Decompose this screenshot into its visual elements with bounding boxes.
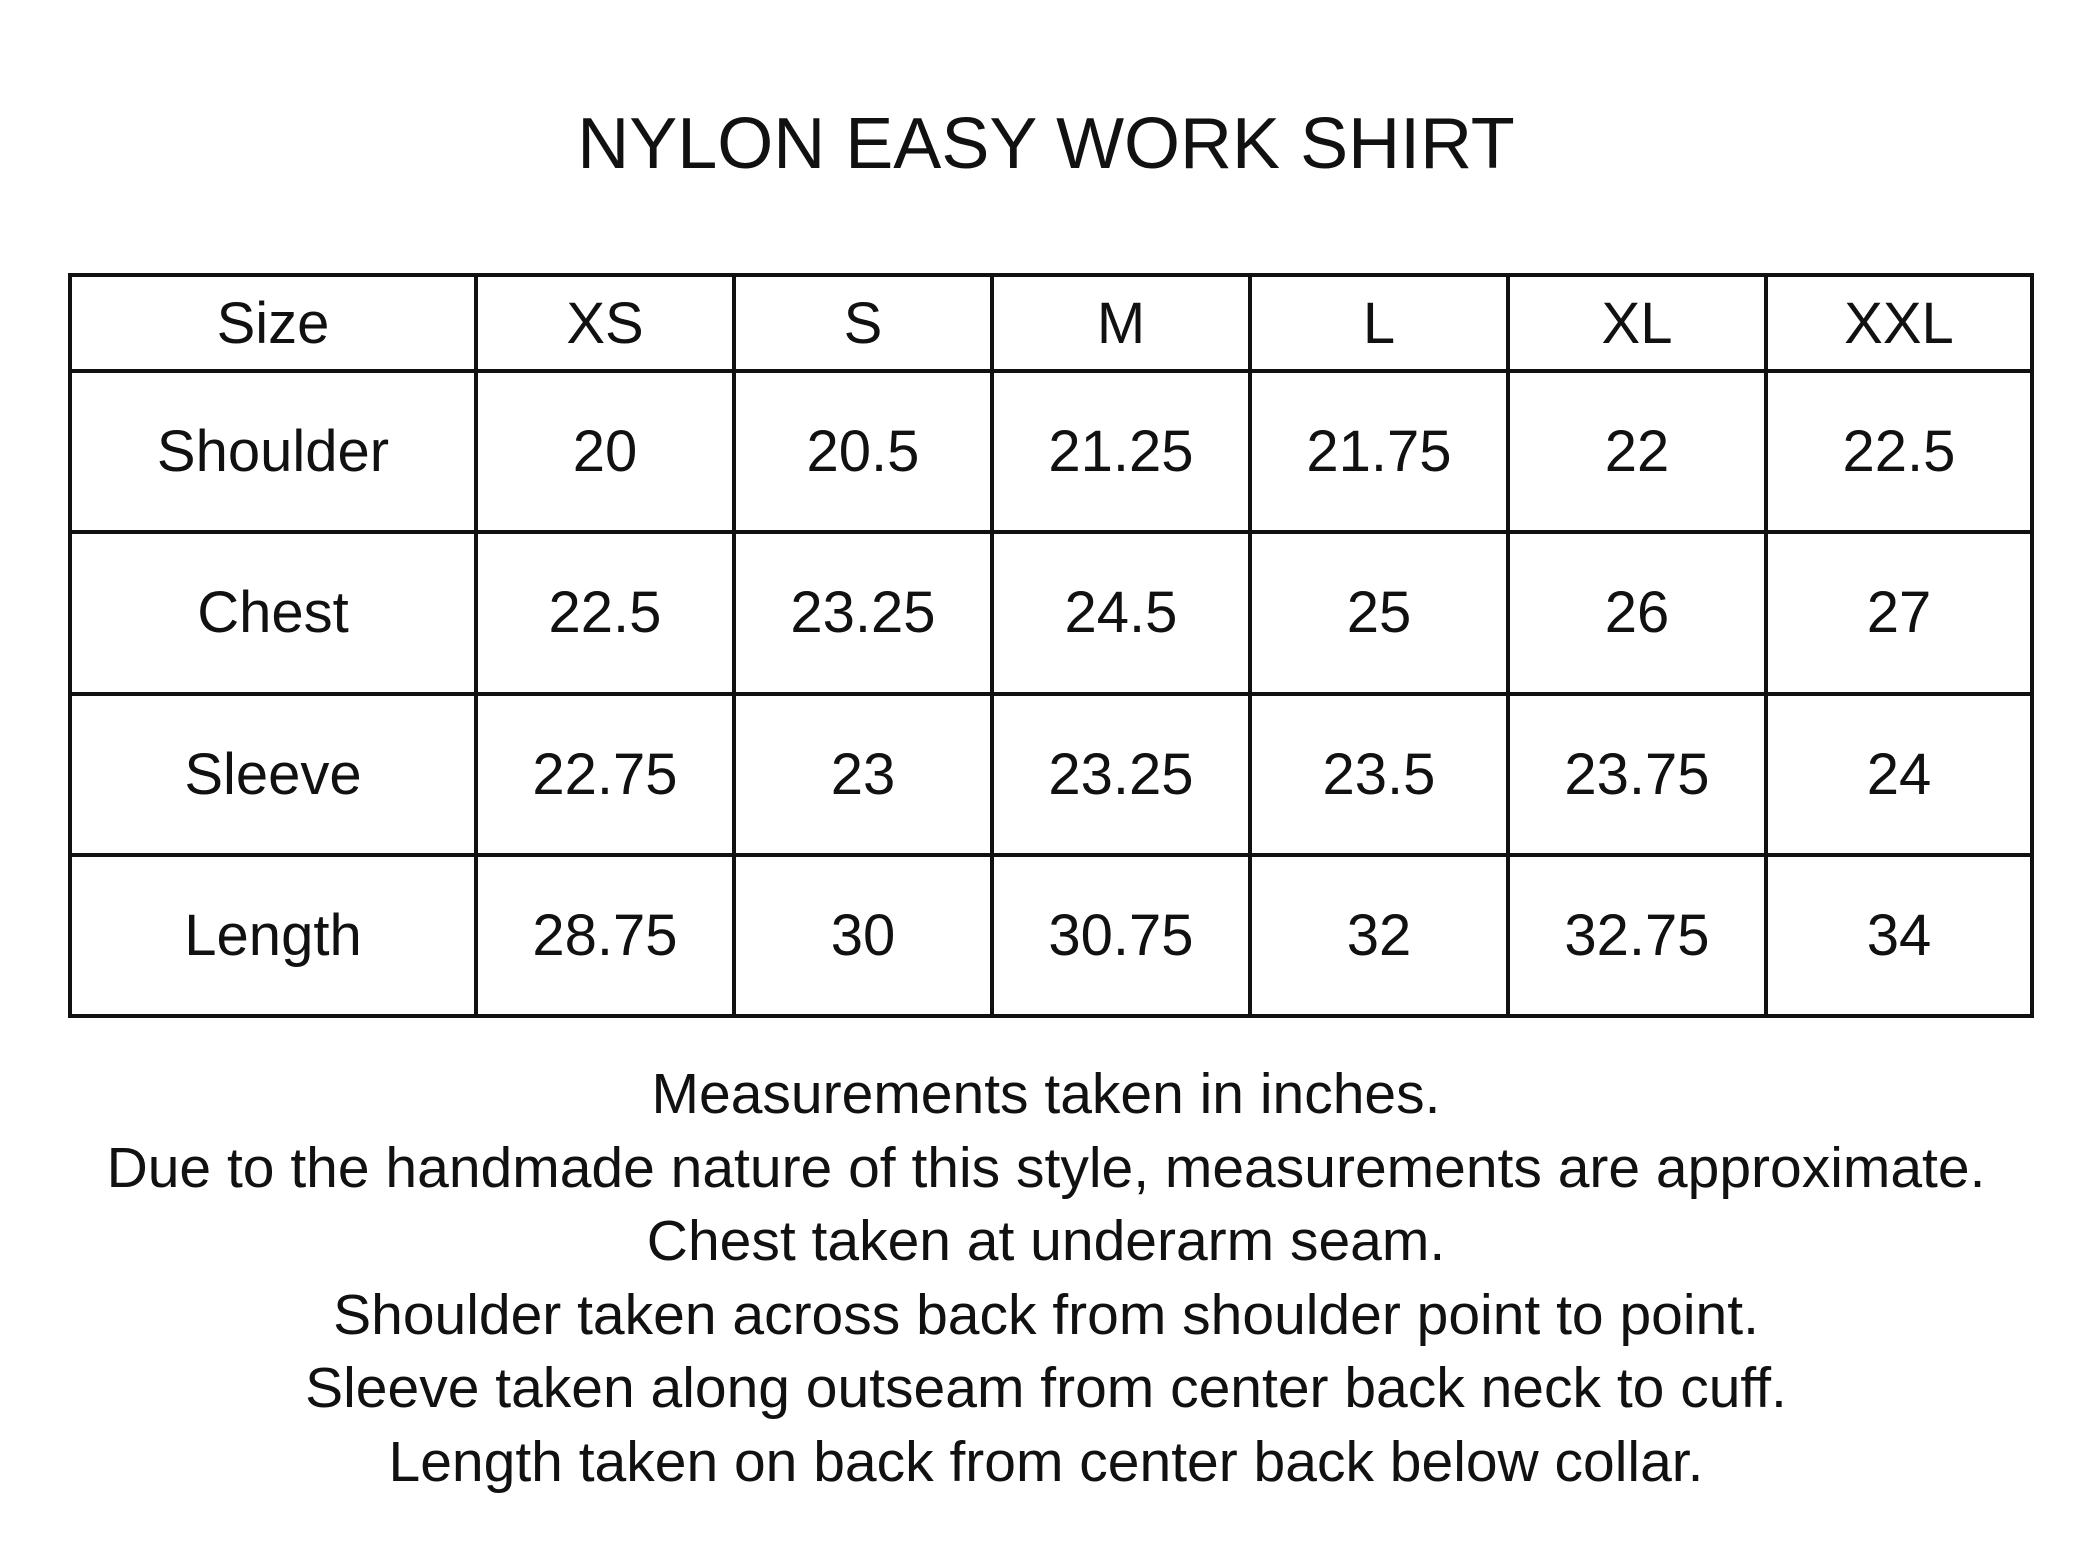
table-row-sleeve <box>70 694 2032 855</box>
header-cell-m: M <box>992 275 1250 371</box>
row-label-length: Length <box>70 855 476 1016</box>
header-cell-size-label: Size <box>70 275 476 371</box>
table-cell: 32 <box>1250 855 1508 1016</box>
table-cell: 22 <box>1508 371 1766 532</box>
header-cell-xl: XL <box>1508 275 1766 371</box>
table-cell: 22.75 <box>476 694 734 855</box>
note-line-units: Measurements taken in inches. <box>651 1062 1441 1126</box>
table-cell: 23 <box>734 694 992 855</box>
table-cell: 23.5 <box>1250 694 1508 855</box>
table-cell: 34 <box>1766 855 2032 1016</box>
table-cell: 20 <box>476 371 734 532</box>
table-row-length <box>70 855 2032 1016</box>
size-chart-table <box>68 273 2034 1018</box>
table-row-shoulder <box>70 371 2032 532</box>
table-cell: 22.5 <box>476 532 734 693</box>
table-cell: 23.25 <box>992 694 1250 855</box>
table-cell: 21.75 <box>1250 371 1508 532</box>
header-cell-xxl: XXL <box>1766 275 2032 371</box>
note-line-chest: Chest taken at underarm seam. <box>646 1209 1446 1273</box>
table-cell: 28.75 <box>476 855 734 1016</box>
note-line-length: Length taken on back from center back below collar. <box>388 1429 1704 1494</box>
table-cell: 21.25 <box>992 371 1250 532</box>
table-cell: 30.75 <box>992 855 1250 1016</box>
page-title: NYLON EASY WORK SHIRT <box>577 104 1515 184</box>
table-cell: 24.5 <box>992 532 1250 693</box>
table-cell: 32.75 <box>1508 855 1766 1016</box>
row-label-chest: Chest <box>70 532 476 693</box>
table-row-chest <box>70 532 2032 693</box>
note-line-approximate: Due to the handmade nature of this style, measurements are approximate. <box>106 1135 1986 1200</box>
measurement-notes <box>0 1058 2092 1499</box>
header-cell-l: L <box>1250 275 1508 371</box>
note-line-sleeve: Sleeve taken along outseam from center back neck to cuff. <box>305 1356 1787 1420</box>
table-cell: 23.25 <box>734 532 992 693</box>
note-line-shoulder: Shoulder taken across back from shoulder point to point. <box>333 1282 1759 1347</box>
table-cell: 27 <box>1766 532 2032 693</box>
header-cell-s: S <box>734 275 992 371</box>
header-cell-xs: XS <box>476 275 734 371</box>
row-label-sleeve: Sleeve <box>70 694 476 855</box>
table-cell: 24 <box>1766 694 2032 855</box>
table-header-row <box>70 275 2032 371</box>
table-cell: 22.5 <box>1766 371 2032 532</box>
table-cell: 26 <box>1508 532 1766 693</box>
table-cell: 25 <box>1250 532 1508 693</box>
table-cell: 20.5 <box>734 371 992 532</box>
row-label-shoulder: Shoulder <box>70 371 476 532</box>
table-cell: 30 <box>734 855 992 1016</box>
table-cell: 23.75 <box>1508 694 1766 855</box>
